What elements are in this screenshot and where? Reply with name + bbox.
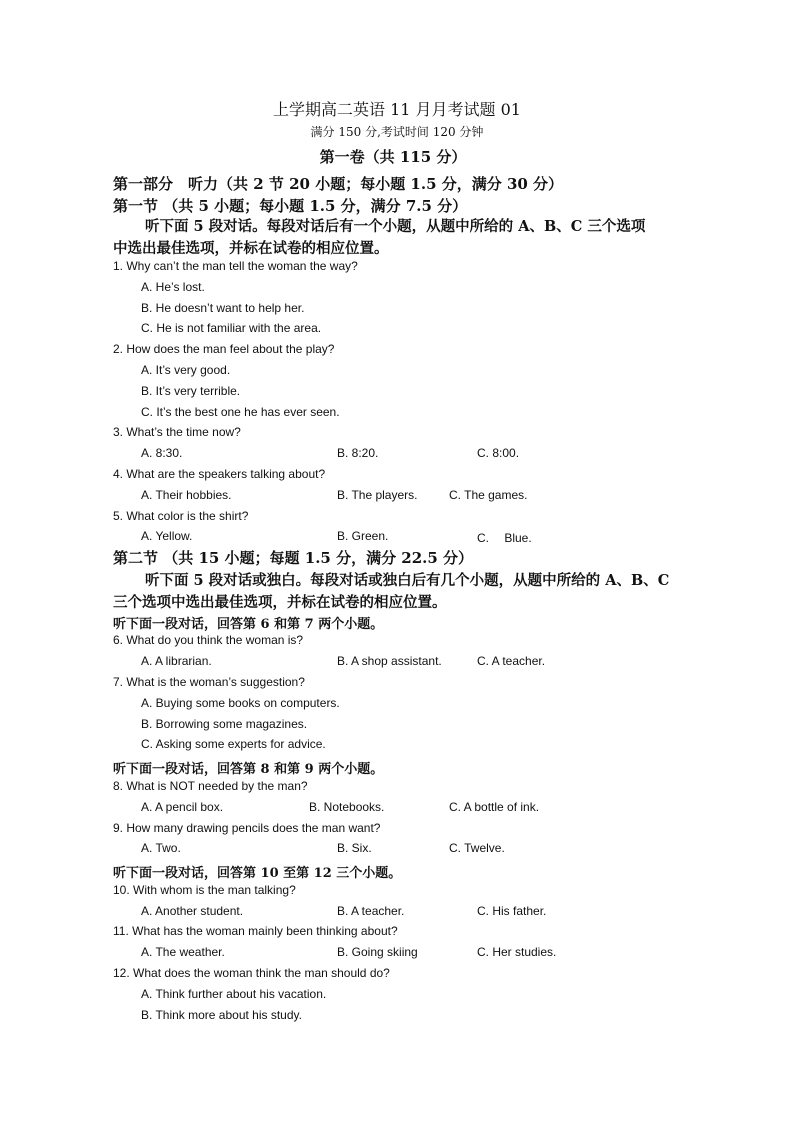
option-a: A. A pencil box. [141, 800, 224, 814]
part1-heading: 第一部分 听力（共 2 节 20 小题；每小题 1.5 分，满分 30 分） [113, 175, 564, 193]
option-b: B. A teacher. [337, 904, 405, 918]
question-stem: 10. With whom is the man talking? [113, 883, 296, 897]
question-stem: 4. What are the speakers talking about? [113, 467, 326, 481]
question-stem: 6. What do you think the woman is? [113, 633, 304, 647]
option-b: B. Notebooks. [309, 800, 385, 814]
question-stem: 2. How does the man feel about the play? [113, 342, 335, 356]
volume-heading: 第一卷（共 115 分） [319, 148, 467, 166]
section1-heading: 第一节 （共 5 小题；每小题 1.5 分，满分 7.5 分） [113, 197, 468, 215]
option-c: C. A teacher. [477, 654, 546, 668]
option-a: A. Buying some books on computers. [141, 696, 340, 710]
section1-instruction: 听下面 5 段对话。每段对话后有一个小题，从题中所给的 A、B、C 三个选项 [145, 218, 646, 235]
exam-title: 上学期高二英语 11 月月考试题 01 [273, 100, 521, 119]
question-stem: 1. Why can’t the man tell the woman the way? [113, 259, 358, 273]
option-a: A. A librarian. [141, 654, 212, 668]
question-stem: 11. What has the woman mainly been thinking about? [113, 924, 398, 938]
group-instruction: 听下面一段对话，回答第 8 和第 9 两个小题。 [113, 762, 384, 777]
option-c: C. Asking some experts for advice. [141, 737, 326, 751]
option-a: A. It’s very good. [141, 363, 231, 377]
question-stem: 9. How many drawing pencils does the man want? [113, 821, 381, 835]
option-a: A. Their hobbies. [141, 488, 232, 502]
option-a: A. 8:30. [141, 446, 183, 460]
option-b: B. Green. [337, 529, 389, 543]
section2-instruction-cont: 三个选项中选出最佳选项，并标在试卷的相应位置。 [113, 594, 447, 611]
option-a: A. Another student. [141, 904, 244, 918]
question-stem: 12. What does the woman think the man should do? [113, 966, 390, 980]
exam-subtitle: 满分 150 分,考试时间 120 分钟 [310, 125, 484, 139]
option-b: B. It’s very terrible. [141, 384, 241, 398]
section2-instruction: 听下面 5 段对话或独白。每段对话或独白后有几个小题，从题中所给的 A、B、C [145, 572, 670, 589]
option-a: A. Two. [141, 841, 181, 855]
option-c: C. His father. [477, 904, 547, 918]
section1-instruction-cont: 中选出最佳选项，并标在试卷的相应位置。 [113, 240, 389, 257]
question-stem: 8. What is NOT needed by the man? [113, 779, 308, 793]
option-b: B. He doesn’t want to help her. [141, 301, 305, 315]
section2-heading: 第二节 （共 15 小题；每题 1.5 分，满分 22.5 分） [113, 549, 474, 567]
option-b: B. Going skiing [337, 945, 418, 959]
option-b: B. The players. [337, 488, 418, 502]
group-instruction: 听下面一段对话，回答第 10 至第 12 三个小题。 [113, 866, 402, 881]
option-a: A. Think further about his vacation. [141, 987, 327, 1001]
option-c: C. He is not familiar with the area. [141, 321, 322, 335]
option-b: B. A shop assistant. [337, 654, 442, 668]
group-instruction: 听下面一段对话，回答第 6 和第 7 两个小题。 [113, 617, 384, 632]
option-c: C. A bottle of ink. [449, 800, 540, 814]
option-a: A. The weather. [141, 945, 225, 959]
question-stem: 5. What color is the shirt? [113, 509, 249, 523]
question-stem: 3. What’s the time now? [113, 425, 241, 439]
option-c: C. Twelve. [449, 841, 505, 855]
option-a: A. He’s lost. [141, 280, 205, 294]
option-c: C. Her studies. [477, 945, 557, 959]
option-b: B. Six. [337, 841, 372, 855]
option-a: A. Yellow. [141, 529, 193, 543]
option-b: B. Borrowing some magazines. [141, 717, 308, 731]
option-b: B. 8:20. [337, 446, 379, 460]
option-c: C. Blue. [477, 531, 532, 545]
option-b: B. Think more about his study. [141, 1008, 302, 1022]
option-c: C. 8:00. [477, 446, 520, 460]
question-stem: 7. What is the woman’s suggestion? [113, 675, 305, 689]
option-c: C. The games. [449, 488, 528, 502]
option-c: C. It’s the best one he has ever seen. [141, 405, 340, 419]
